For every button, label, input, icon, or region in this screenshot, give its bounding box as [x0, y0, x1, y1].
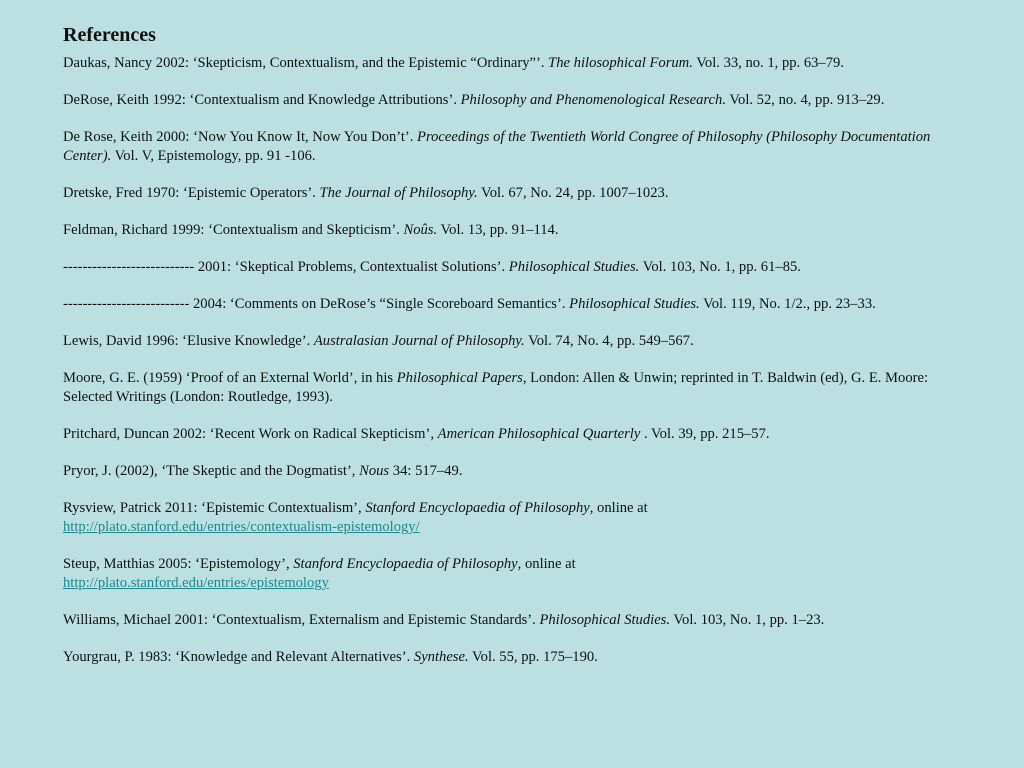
- reference-details: . Vol. 39, pp. 215–57.: [640, 426, 770, 442]
- reference-link[interactable]: http://plato.stanford.edu/entries/contextualism-epistemology/: [63, 519, 420, 535]
- reference-text: Williams, Michael 2001: ‘Contextualism, Externalism and Epistemic Standards’.: [63, 612, 540, 628]
- reference-details: , online at: [517, 556, 576, 572]
- reference-details: Vol. 55, pp. 175–190.: [468, 649, 598, 665]
- reference-source: Philosophical Studies.: [539, 612, 670, 628]
- reference-text: Lewis, David 1996: ‘Elusive Knowledge’.: [63, 333, 314, 349]
- reference-entry: [63, 555, 943, 593]
- reference-source: Philosophical Studies.: [508, 259, 640, 275]
- reference-entry: [63, 184, 943, 203]
- reference-details: Vol. V, Epistemology, pp. 91 -106.: [111, 148, 316, 164]
- reference-text: --------------------------- 2001: ‘Skeptical Problems, Contextualist Solutions’.: [63, 259, 509, 275]
- reference-text: Rysview, Patrick 2011: ‘Epistemic Contextualism’,: [63, 500, 366, 516]
- reference-entry: [63, 295, 943, 314]
- reference-source: American Philosophical Quarterly: [437, 426, 641, 442]
- reference-text: Daukas, Nancy 2002: ‘Skepticism, Contextualism, and the Epistemic “Ordinary”’.: [63, 55, 549, 71]
- reference-text: Yourgrau, P. 1983: ‘Knowledge and Relevant Alternatives’.: [63, 649, 414, 665]
- reference-text: DeRose, Keith 1992: ‘Contextualism and Knowledge Attributions’.: [63, 92, 461, 108]
- reference-text: De Rose, Keith 2000: ‘Now You Know It, Now You Don’t’.: [63, 129, 418, 145]
- reference-source: Synthese.: [413, 649, 469, 665]
- reference-text: Moore, G. E. (1959) ‘Proof of an External World’, in his: [63, 370, 397, 386]
- reference-details: Vol. 67, No. 24, pp. 1007–1023.: [477, 185, 669, 201]
- reference-text: -------------------------- 2004: ‘Comments on DeRose’s “Single Scoreboard Semantics’.: [63, 296, 570, 312]
- reference-source: The hilosophical Forum.: [548, 55, 693, 71]
- reference-source: Australasian Journal of Philosophy.: [313, 333, 525, 349]
- reference-entry: [63, 221, 943, 240]
- reference-entry: [63, 258, 943, 277]
- reference-source: Philosophy and Phenomenological Research.: [460, 92, 726, 108]
- reference-details: Vol. 119, No. 1/2., pp. 23–33.: [699, 296, 876, 312]
- reference-link[interactable]: http://plato.stanford.edu/entries/epistemology: [63, 575, 329, 591]
- reference-details: , London: Allen & Unwin; reprinted in T. Baldwin (ed), G. E. Moore: Selected Writings (London: Routledge, 1993).: [63, 370, 929, 405]
- reference-details: Vol. 103, No. 1, pp. 1–23.: [670, 612, 825, 628]
- reference-source: Noûs.: [403, 222, 438, 238]
- reference-source: Stanford Encyclopaedia of Philosophy: [365, 500, 590, 516]
- reference-details: Vol. 52, no. 4, pp. 913–29.: [725, 92, 885, 108]
- reference-details: Vol. 33, no. 1, pp. 63–79.: [692, 55, 844, 71]
- reference-entry: [63, 332, 943, 351]
- reference-text: Dretske, Fred 1970: ‘Epistemic Operators’.: [63, 185, 320, 201]
- reference-entry: [63, 91, 943, 110]
- reference-details: , online at: [589, 500, 648, 516]
- reference-entry: [63, 369, 943, 407]
- reference-details: 34: 517–49.: [389, 463, 463, 479]
- reference-entry: [63, 499, 943, 537]
- reference-text: Steup, Matthias 2005: ‘Epistemology’,: [63, 556, 294, 572]
- reference-details: Vol. 103, No. 1, pp. 61–85.: [639, 259, 801, 275]
- reference-source: Proceedings of the Twentieth World Congree of Philosophy (Philosophy Documentation Center).: [63, 129, 931, 164]
- reference-details: Vol. 13, pp. 91–114.: [437, 222, 559, 238]
- reference-entry: [63, 462, 943, 481]
- reference-entry: [63, 425, 943, 444]
- reference-source: The Journal of Philosophy.: [319, 185, 478, 201]
- reference-source: Stanford Encyclopaedia of Philosophy: [293, 556, 518, 572]
- reference-entry: [63, 54, 943, 73]
- reference-source: Nous: [359, 463, 390, 479]
- reference-text: Pritchard, Duncan 2002: ‘Recent Work on Radical Skepticism’,: [63, 426, 438, 442]
- reference-entry: [63, 611, 943, 630]
- reference-entry: [63, 648, 943, 667]
- reference-text: Feldman, Richard 1999: ‘Contextualism and Skepticism’.: [63, 222, 404, 238]
- reference-entry: [63, 128, 943, 166]
- page-title: References: [63, 24, 156, 46]
- reference-source: Philosophical Papers: [396, 370, 523, 386]
- reference-text: Pryor, J. (2002), ‘The Skeptic and the Dogmatist’,: [63, 463, 360, 479]
- reference-source: Philosophical Studies.: [569, 296, 700, 312]
- reference-details: Vol. 74, No. 4, pp. 549–567.: [524, 333, 694, 349]
